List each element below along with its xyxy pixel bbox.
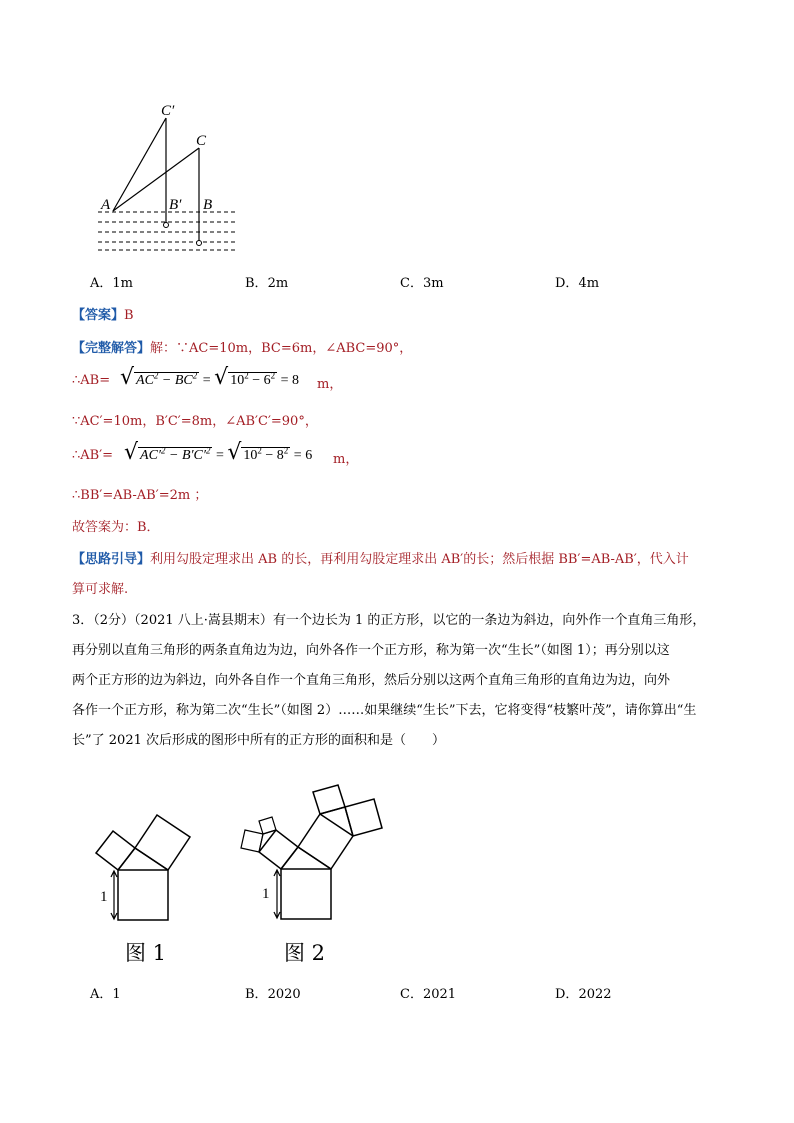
answer-tag: 【答案】: [72, 308, 125, 323]
hint-tag: 【思路引导】: [72, 552, 151, 567]
q3-stem-line: 再分别以直角三角形的两条直角边为边，向外各作一个正方形，称为第一次“生长”（如图 1）；再分别以这: [72, 643, 670, 658]
solution-line-2: ∴AB=: [72, 373, 111, 388]
q3-stem: [72, 606, 705, 756]
formula-ab-prime: √ $AC'^2 - B'C'^2$ = √ $10^2 - 8^2 = 6$: [124, 440, 313, 465]
label-c: C: [196, 133, 207, 149]
figure-2-side-label: 1: [262, 886, 270, 902]
q2-option-d: D．4m: [555, 276, 600, 291]
q3-option-a: A．1: [90, 987, 121, 1002]
q3-option-d: D．2022: [555, 987, 612, 1002]
q3-option-c: C．2021: [400, 987, 457, 1002]
q2-option-c: C．3m: [400, 276, 444, 291]
hint-line-1: 【思路引导】利用勾股定理求出 AB 的长，再利用勾股定理求出 AB′的长；然后根据 BB′=AB-AB′，代入计: [72, 552, 689, 567]
q3-stem-line: 3．（2分）（2021 八上·嵩县期末）有一个边长为 1 的正方形，以它的一条边为斜边，向外作一个直角三角形，: [72, 613, 706, 628]
segment-ac-prime: [113, 118, 166, 211]
solution-line-5: ∴BB′=AB-AB′=2m ；: [72, 488, 208, 503]
answer-value: B: [124, 308, 134, 323]
line2-unit: m，: [317, 377, 343, 392]
q3-stem-line: 各作一个正方形，称为第二次“生长”（如图 2）……如果继续“生长”下去，它将变得“枝繁叶茂”，请你算出“生: [72, 703, 697, 718]
q3-stem-line: 两个正方形的边为斜边，向外各自作一个直角三角形，然后分别以这两个直角三角形的直角边为边，向外: [72, 673, 671, 688]
figure-1-side-label: 1: [100, 889, 108, 905]
formula-ab: √ $AC^2 - BC^2$ = √ $10^2 - 6^2 = 8$: [120, 365, 300, 390]
q2-option-b: B．2m: [245, 276, 289, 291]
solution-line-1: 【完整解答】解：∵AC=10m，BC=6m，∠ABC=90°，: [72, 341, 413, 356]
label-b: B: [203, 197, 213, 213]
figure-2: [228, 782, 398, 922]
figure-1: [90, 808, 230, 923]
anchor-b: [197, 241, 202, 246]
q3-stem-line: 长”了 2021 次后形成的图形中所有的正方形的面积和是（ ）: [72, 733, 445, 748]
lever-figure: [95, 95, 245, 260]
conclusion: 故答案为：B．: [72, 520, 160, 535]
figure-1-caption: 图 1: [125, 941, 167, 965]
solution-line-3: ∵AC′=10m，B′C′=8m，∠AB′C′=90°，: [72, 414, 318, 429]
figure-2-caption: 图 2: [284, 941, 326, 965]
solution-line-4: ∴AB′=: [72, 448, 114, 463]
line4-unit: m，: [333, 452, 359, 467]
solution-tag: 【完整解答】: [72, 341, 151, 356]
label-c-prime: C′: [161, 103, 175, 119]
label-b-prime: B′: [169, 197, 182, 213]
hint-line-2: 算可求解.: [72, 582, 129, 597]
q3-option-b: B．2020: [245, 987, 301, 1002]
q2-option-a: A．1m: [90, 276, 133, 291]
label-a: A: [101, 197, 111, 213]
answer-line: [72, 304, 134, 323]
segment-ac: [113, 148, 199, 211]
anchor-b-prime: [164, 223, 169, 228]
